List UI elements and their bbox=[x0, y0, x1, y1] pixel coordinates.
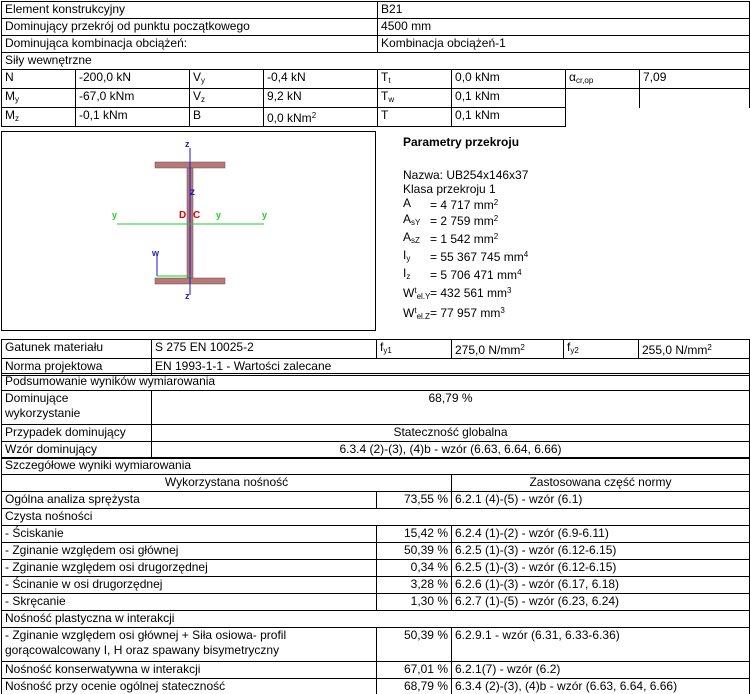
force-tw-label: $T_w$ bbox=[378, 89, 452, 108]
summary-title: Podsumowanie wyników wymiarowania bbox=[2, 374, 750, 391]
param-row bbox=[403, 248, 528, 266]
table-row bbox=[2, 662, 750, 679]
check-value: 50,39 % bbox=[377, 628, 452, 662]
norm-value: EN 1993-1-1 - Wartości zalecane bbox=[152, 359, 750, 376]
param-row bbox=[403, 230, 528, 248]
check-label: Nośność przy ocenie ogólnej stateczność bbox=[2, 679, 377, 694]
param-symbol: A bbox=[403, 196, 412, 210]
param-symbol: $A_{sY}$ bbox=[403, 212, 421, 227]
param-symbol: $W^t_{el.Z}$ bbox=[403, 306, 430, 321]
c-marker: C bbox=[193, 210, 201, 221]
force-vz-label: $V_z$ bbox=[190, 89, 264, 108]
combo-label: Dominująca kombinacja obciążeń: bbox=[2, 36, 378, 53]
y-label-right: y bbox=[262, 210, 268, 220]
check-label: - Skręcanie bbox=[2, 594, 377, 611]
fy1-label: $f_{y1}$ bbox=[377, 340, 452, 359]
table-row bbox=[2, 594, 750, 611]
table-row bbox=[2, 560, 750, 577]
check-value: 73,55 % bbox=[377, 492, 452, 509]
section-heading: Czysta nośności bbox=[2, 509, 750, 526]
formula-value: 6.3.4 (2)-(3), (4)b - wzór (6.63, 6.64, 6.66) bbox=[152, 442, 750, 459]
check-value: 67,01 % bbox=[377, 662, 452, 679]
table-row bbox=[2, 509, 750, 526]
check-label: Ogólna analiza sprężysta bbox=[2, 492, 377, 509]
empty-cell bbox=[566, 108, 640, 127]
check-reference: 6.2.9.1 - wzór (6.31, 6.33-6.36) bbox=[452, 628, 750, 662]
param-row bbox=[403, 266, 528, 284]
param-symbol: $I_y$ bbox=[403, 248, 411, 263]
force-vy-label: $V_y$ bbox=[190, 70, 264, 89]
empty-cell bbox=[566, 89, 640, 108]
check-reference: 6.2.1 (4)-(5) - wzór (6.1) bbox=[452, 492, 750, 509]
check-value: 1,30 % bbox=[377, 594, 452, 611]
element-value: B21 bbox=[378, 2, 750, 19]
params-title: Parametry przekroju bbox=[403, 135, 520, 149]
y-label-left: y bbox=[112, 210, 118, 220]
param-value: = 432 561 $mm^3$ bbox=[430, 286, 512, 300]
y-label-mid: y bbox=[216, 210, 222, 220]
param-value: = 1 542 $mm^2$ bbox=[430, 232, 499, 246]
table-row bbox=[2, 526, 750, 543]
check-value: 50,39 % bbox=[377, 543, 452, 560]
param-value: = 77 957 $mm^3$ bbox=[430, 306, 505, 320]
force-b-value: 0,0 kNm$^2$ bbox=[264, 108, 378, 127]
force-vz-value: 9,2 kN bbox=[264, 89, 378, 108]
check-value: 15,42 % bbox=[377, 526, 452, 543]
case-label: Przypadek dominujący bbox=[2, 425, 152, 442]
check-label: - Zginanie względem osi głównej bbox=[2, 543, 377, 560]
w-label: w bbox=[152, 248, 160, 258]
element-label: Element konstrukcyjny bbox=[2, 2, 378, 19]
force-vy-value: -0,4 kN bbox=[264, 70, 378, 89]
force-tw-value: 0,1 kNm bbox=[452, 89, 566, 108]
detail-table bbox=[1, 457, 750, 694]
section-label: Dominujący przekrój od punktu początkowego bbox=[2, 19, 378, 36]
z-label-mid: z bbox=[190, 187, 195, 198]
empty-cell bbox=[640, 108, 750, 127]
table-row bbox=[2, 628, 750, 662]
param-row bbox=[403, 196, 528, 212]
element-table bbox=[1, 1, 750, 127]
force-my-value: -67,0 kNm bbox=[76, 89, 190, 108]
force-mz-label: $M_z$ bbox=[2, 108, 76, 127]
param-value: = 2 759 $mm^2$ bbox=[430, 214, 499, 228]
cross-section-diagram bbox=[1, 131, 376, 331]
force-t-value: 0,1 kNm bbox=[452, 108, 566, 127]
force-n-value: -200,0 kN bbox=[76, 70, 190, 89]
check-value: 68,79 % bbox=[377, 679, 452, 694]
case-value: Stateczność globalna bbox=[152, 425, 750, 442]
col-utilization-header: Wykorzystana nośność bbox=[2, 475, 452, 492]
material-table bbox=[1, 339, 750, 376]
check-reference: 6.2.5 (1)-(3) - wzór (6.12-6.15) bbox=[452, 543, 750, 560]
param-symbol: $W^t_{el.Y}$ bbox=[403, 286, 431, 301]
fy1-value: 275,0 $N/mm^2$ bbox=[452, 340, 564, 359]
z-label-top: z bbox=[185, 139, 190, 149]
force-b-label: B bbox=[190, 108, 264, 127]
check-reference: 6.2.7 (1)-(5) - wzór (6.23, 6.24) bbox=[452, 594, 750, 611]
force-tt-value: 0,0 kNm bbox=[452, 70, 566, 89]
force-n-label: N bbox=[2, 70, 76, 89]
check-value: 0,34 % bbox=[377, 560, 452, 577]
table-row bbox=[2, 679, 750, 694]
force-my-label: $M_y$ bbox=[2, 89, 76, 108]
param-row bbox=[403, 284, 528, 304]
force-t-label: T bbox=[378, 108, 452, 127]
check-label: - Ściskanie bbox=[2, 526, 377, 543]
params-name: Nazwa: UB254x146x37 bbox=[403, 168, 529, 182]
table-row bbox=[2, 577, 750, 594]
table-row bbox=[2, 492, 750, 509]
section-panel bbox=[1, 131, 749, 336]
section-value: 4500 mm bbox=[378, 19, 750, 36]
param-value: = 4 717 $mm^2$ bbox=[430, 198, 499, 212]
norm-label: Norma projektowa bbox=[2, 359, 152, 376]
grade-label: Gatunek materiału bbox=[2, 340, 152, 359]
check-reference: 6.2.1(7) - wzór (6.2) bbox=[452, 662, 750, 679]
section-heading: Nośność plastyczna w interakcji bbox=[2, 611, 750, 628]
z-label-bottom: z bbox=[185, 291, 190, 301]
param-symbol: $A_{sZ}$ bbox=[403, 230, 420, 245]
params-class: Klasa przekroju 1 bbox=[403, 182, 496, 196]
empty-cell bbox=[640, 89, 750, 108]
util-value: 68,79 % bbox=[152, 391, 750, 425]
combo-value: Kombinacja obciążeń-1 bbox=[378, 36, 750, 53]
detail-title: Szczegółowe wyniki wymiarowania bbox=[2, 458, 750, 475]
params-list bbox=[403, 196, 528, 324]
formula-label: Wzór dominujący bbox=[2, 442, 152, 459]
force-tt-label: $T_t$ bbox=[378, 70, 452, 89]
check-reference: 6.2.6 (1)-(3) - wzór (6.17, 6.18) bbox=[452, 577, 750, 594]
check-label: Nośność konserwatywna w interakcji bbox=[2, 662, 377, 679]
param-value: = 55 367 745 $mm^4$ bbox=[430, 250, 529, 264]
util-label: Dominujące wykorzystanie bbox=[2, 391, 152, 425]
alpha-cr-label: $\alpha_{cr,op}$ bbox=[566, 70, 640, 89]
check-reference: 6.2.5 (1)-(3) - wzór (6.12-6.15) bbox=[452, 560, 750, 577]
i-beam-drawing bbox=[2, 132, 375, 330]
forces-title: Siły wewnętrzne bbox=[2, 53, 750, 70]
check-label: - Zginanie względem osi drugorzędnej bbox=[2, 560, 377, 577]
check-value: 3,28 % bbox=[377, 577, 452, 594]
param-value: = 5 706 471 $mm^4$ bbox=[430, 268, 522, 282]
check-reference: 6.2.4 (1)-(2) - wzór (6.9-6.11) bbox=[452, 526, 750, 543]
check-label: - Zginanie względem osi głównej + Siła osiowa- profil gorącowalcowany I, H oraz spawany bisymetryczny bbox=[2, 628, 377, 662]
fy2-value: 255,0 $N/mm^2$ bbox=[639, 340, 750, 359]
table-row bbox=[2, 611, 750, 628]
check-label: - Ścinanie w osi drugorzędnej bbox=[2, 577, 377, 594]
force-mz-value: -0,1 kNm bbox=[76, 108, 190, 127]
d-marker: D bbox=[179, 210, 187, 221]
param-symbol: $I_z$ bbox=[403, 266, 411, 281]
summary-table bbox=[1, 373, 750, 459]
section-parameters bbox=[403, 135, 528, 324]
param-row bbox=[403, 304, 528, 324]
col-norm-header: Zastosowana część normy bbox=[452, 475, 750, 492]
table-row bbox=[2, 543, 750, 560]
param-row bbox=[403, 212, 528, 230]
alpha-cr-value: 7,09 bbox=[640, 70, 750, 89]
fy2-label: $f_{y2}$ bbox=[564, 340, 639, 359]
grade-value: S 275 EN 10025-2 bbox=[152, 340, 377, 359]
check-reference: 6.3.4 (2)-(3), (4)b - wzór (6.63, 6.64, 6.66) bbox=[452, 679, 750, 694]
